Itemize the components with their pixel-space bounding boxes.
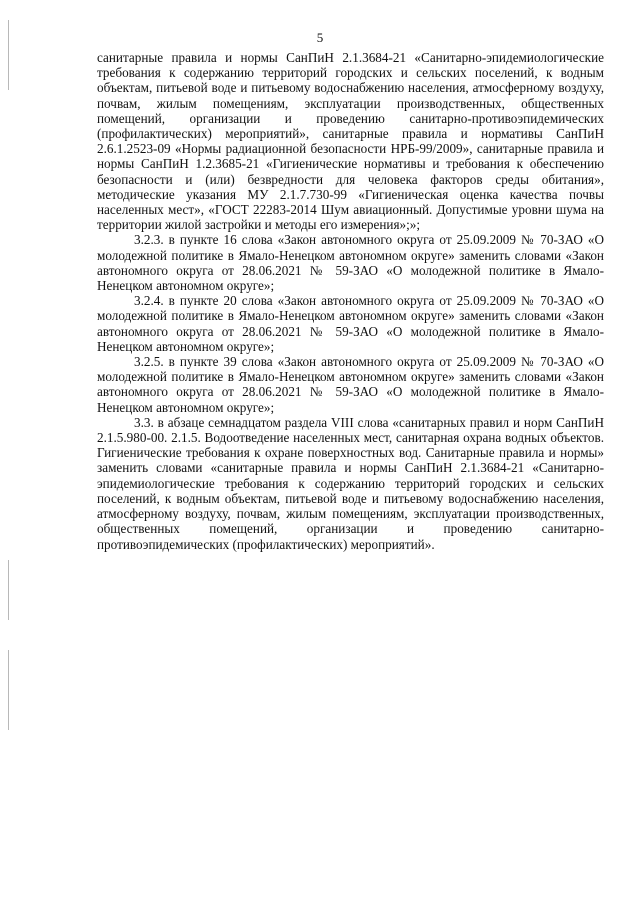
scan-margin-line-middle (8, 560, 9, 620)
document-body (97, 50, 604, 552)
paragraph-continuation: санитарные правила и нормы СанПиН 2.1.3684-21 «Санитарно-эпидемиологические требования к содержанию территорий городских и сельских поселений, к водным объектам, питьевой воде и питьевому водоснабжению населения, атмосферному воздуху, почвам, жилым помещениям, эксплуатации производственных, общественных помещений, организации и проведению санитарно-противоэпидемических (профилактических) мероприятий», санитарные правила и нормативы СанПиН 2.6.1.2523-09 «Нормы радиационной безопасности НРБ-99/2009», санитарные правила и нормы СанПиН 1.2.3685-21 «Гигиенические нормативы и требования к обеспечению безопасности и (или) безвредности для человека факторов среды обитания», методические указания МУ 2.1.7.730-99 «Гигиеническая оценка качества почвы населенных мест», «ГОСТ 22283-2014 Шум авиационный. Допустимые уровни шума на территории жилой застройки и методы его измерения»;»; (97, 50, 604, 233)
paragraph-3-2-3: 3.2.3. в пункте 16 слова «Закон автономного округа от 25.09.2009 № 70-ЗАО «О молодежной политике в Ямало-Ненецком автономном округе» заменить словами «Закон автономного округа от 28.06.2021 № 59-ЗАО «О молодежной политике в Ямало-Ненецком автономном округе»; (97, 232, 604, 294)
page-number: 5 (316, 30, 324, 45)
scan-margin-line-lower (8, 650, 9, 730)
paragraph-3-3: 3.3. в абзаце семнадцатом раздела VIII слова «санитарных правил и норм СанПиН 2.1.5.980-00. 2.1.5. Водоотведение населенных мест, санитарная охрана водных объектов. Гигиенические требования к охране поверхностных вод. Санитарные правила и нормы» заменить словами «санитарные правила и нормы СанПиН 2.1.3684-21 «Санитарно-эпидемиологические требования к содержанию территорий городских и сельских поселений, к водным объектам, питьевой воде и питьевому водоснабжению населения, атмосферному воздуху, почвам, жилым помещениям, эксплуатации производственных, общественных помещений, организации и проведению санитарно-противоэпидемических (профилактических) мероприятий». (97, 414, 604, 552)
paragraph-3-2-5: 3.2.5. в пункте 39 слова «Закон автономного округа от 25.09.2009 № 70-ЗАО «О молодежной политике в Ямало-Ненецком автономном округе» заменить словами «Закон автономного округа от 28.06.2021 № 59-ЗАО «О молодежной политике в Ямало-Ненецком автономном округе»; (97, 354, 604, 415)
paragraph-3-2-4: 3.2.4. в пункте 20 слова «Закон автономного округа от 25.09.2009 № 70-ЗАО «О молодежной политике в Ямало-Ненецком автономном округе» заменить словами «Закон автономного округа от 28.06.2021 № 59-ЗАО «О молодежной политике в Ямало-Ненецком автономном округе»; (97, 293, 604, 354)
